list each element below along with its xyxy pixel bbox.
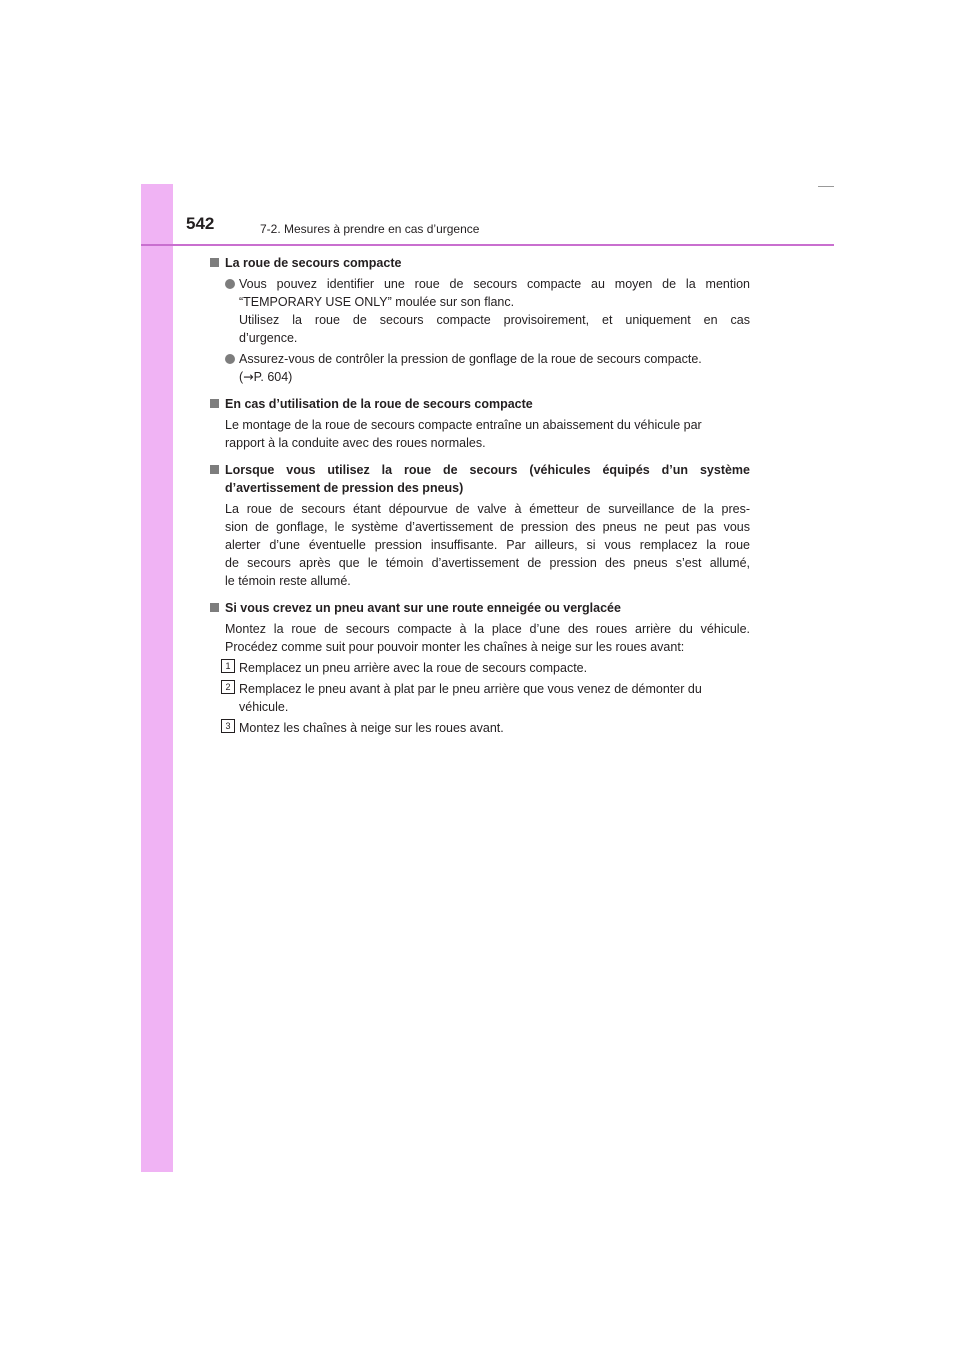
crop-mark [818,186,834,187]
step-number: 1 [221,659,235,673]
square-bullet-icon [210,603,219,612]
step-item: 2 Remplacez le pneu avant à plat par le pneu arrière que vous venez de démonter du véhicule. [210,680,750,716]
square-bullet-icon [210,399,219,408]
step-item: 1 Remplacez un pneu arrière avec la roue de secours compacte. [210,659,750,677]
page-number: 542 [186,214,215,233]
section-heading: Si vous crevez un pneu avant sur une route enneigée ou verglacée [210,599,750,617]
step-number: 3 [221,719,235,733]
step-item: 3 Montez les chaînes à neige sur les roues avant. [210,719,750,737]
paragraph: Montez la roue de secours compacte à la place d’une des roues arrière du véhicule. Procédez comme suit pour pouvoir monter les chaînes à neige sur les roues avant: [225,622,750,654]
section-title: 7-2. Mesures à prendre en cas d’urgence [260,222,480,236]
page-reference[interactable]: (→P. 604) [239,369,293,384]
arrow-right-icon: → [243,369,254,384]
section-heading: En cas d’utilisation de la roue de secours compacte [210,395,750,413]
section-heading: La roue de secours compacte [210,254,750,272]
chapter-color-tab [141,184,173,1172]
list-item: Vous pouvez identifier une roue de secours compacte au moyen de la mention “TEMPORARY USE ONLY” moulée sur son flanc. Utilisez la roue de secours compacte provisoirement, et uniquement en cas d’urgence. [210,275,750,347]
square-bullet-icon [210,465,219,474]
step-number: 2 [221,680,235,694]
paragraph: Le montage de la roue de secours compacte entraîne un abaissement du véhicule par rapport à la conduite avec des roues normales. [225,418,702,450]
round-bullet-icon [225,279,235,289]
list-item: Assurez-vous de contrôler la pression de gonflage de la roue de secours compacte. (→P. 604) [210,350,750,386]
round-bullet-icon [225,354,235,364]
page-content [210,254,750,740]
square-bullet-icon [210,258,219,267]
header-rule [141,244,834,246]
section-heading: Lorsque vous utilisez la roue de secours (véhicules équipés d’un système d’avertissement de pression des pneus) [210,461,750,497]
paragraph: La roue de secours étant dépourvue de valve à émetteur de surveillance de la pres- sion de gonflage, le système d’avertissement de pression des pneus ne peut pas vous alerter d’une éventuelle pression insuffisante. Par ailleurs, si vous remplacez la roue de secours après que le témoin d’avertissement de pression des pneus s’est allumé, le témoin reste allumé. [225,502,750,588]
